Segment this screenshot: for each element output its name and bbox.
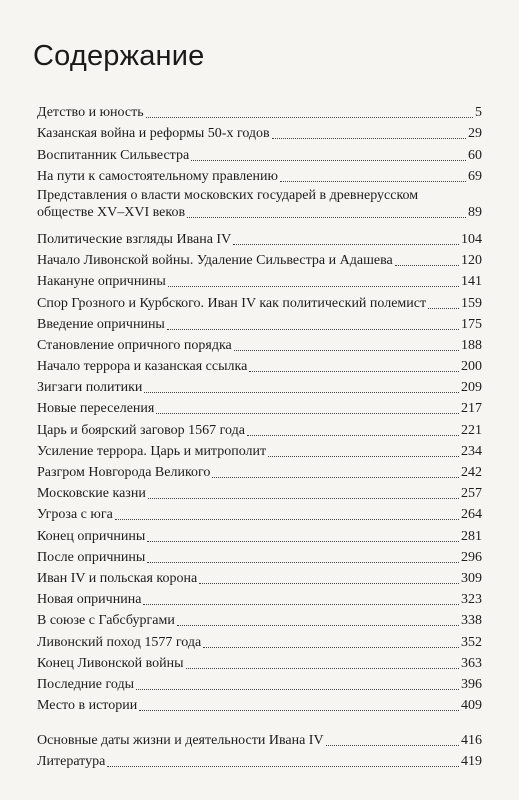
toc-entry-page: 242 bbox=[461, 465, 482, 480]
toc-entry-title: Место в истории bbox=[37, 698, 138, 714]
toc-entry[interactable] bbox=[37, 481, 482, 502]
toc-entry-title: Детство и юность bbox=[37, 105, 144, 121]
dot-leader bbox=[326, 745, 459, 746]
toc-entry[interactable] bbox=[37, 651, 482, 672]
toc-entry-page: 281 bbox=[461, 528, 482, 544]
toc-entry-title: Разгром Новгорода Великого bbox=[37, 465, 211, 480]
dot-leader bbox=[272, 138, 466, 139]
toc-entry-title-line2: обществе XV–XVI веков bbox=[37, 204, 186, 220]
dot-leader bbox=[147, 562, 459, 563]
toc-entry-title: Литература bbox=[37, 754, 106, 770]
table-of-contents bbox=[37, 100, 482, 770]
dot-leader bbox=[268, 456, 459, 457]
toc-entry-page: 89 bbox=[468, 204, 482, 220]
toc-entry[interactable] bbox=[37, 312, 482, 333]
dot-leader bbox=[115, 519, 459, 520]
toc-entry-title: Московские казни bbox=[37, 486, 146, 502]
page-title: Содержание bbox=[33, 40, 205, 72]
toc-entry-page: 60 bbox=[468, 147, 482, 163]
toc-entry-page: 5 bbox=[475, 105, 482, 121]
toc-entry-page: 188 bbox=[461, 337, 482, 353]
dot-leader bbox=[249, 371, 459, 372]
dot-leader bbox=[233, 244, 459, 245]
toc-entry-page: 217 bbox=[461, 401, 482, 417]
toc-entry[interactable] bbox=[37, 523, 482, 544]
dot-leader bbox=[234, 350, 459, 351]
toc-entry[interactable] bbox=[37, 354, 482, 375]
dot-leader bbox=[280, 181, 466, 182]
dot-leader bbox=[139, 710, 459, 711]
toc-entry[interactable] bbox=[37, 587, 482, 608]
toc-entry-title: Воспитанник Сильвестра bbox=[37, 147, 190, 163]
toc-entry-page: 209 bbox=[461, 380, 482, 396]
toc-entry[interactable] bbox=[37, 100, 482, 121]
toc-entry[interactable] bbox=[37, 269, 482, 290]
dot-leader bbox=[167, 329, 459, 330]
toc-entry-title: Конец опричнины bbox=[37, 528, 146, 544]
toc-entry-title: Иван IV и польская корона bbox=[37, 570, 198, 586]
toc-entry-page: 396 bbox=[461, 676, 482, 692]
dot-leader bbox=[187, 217, 466, 218]
toc-entry-page: 159 bbox=[461, 295, 482, 311]
toc-entry[interactable] bbox=[37, 672, 482, 693]
toc-entry-title-line1: Представления о власти московских государей в древнерусском bbox=[37, 187, 419, 203]
section-gap bbox=[37, 714, 482, 728]
dot-leader bbox=[156, 413, 459, 414]
dot-leader bbox=[395, 265, 459, 266]
toc-entry[interactable] bbox=[37, 608, 482, 629]
toc-entry-page: 323 bbox=[461, 592, 482, 608]
toc-appendix-entry[interactable] bbox=[37, 728, 482, 749]
toc-entry-title: Начало Ливонской войны. Удаление Сильвестра и Адашева bbox=[37, 253, 393, 269]
dot-leader bbox=[143, 604, 459, 605]
toc-entry[interactable] bbox=[37, 142, 482, 163]
toc-entry-page: 296 bbox=[461, 549, 482, 565]
toc-entry-page: 409 bbox=[461, 698, 482, 714]
toc-entry[interactable] bbox=[37, 417, 482, 438]
toc-entry-title: Казанская война и реформы 50-х годов bbox=[37, 126, 270, 142]
toc-entry-page: 363 bbox=[461, 655, 482, 671]
toc-entry[interactable] bbox=[37, 545, 482, 566]
toc-entry[interactable] bbox=[37, 227, 482, 248]
dot-leader bbox=[177, 625, 459, 626]
toc-entry-page: 416 bbox=[461, 733, 482, 749]
toc-entry-title: Начало террора и казанская ссылка bbox=[37, 359, 248, 375]
dot-leader bbox=[191, 160, 466, 161]
toc-entry-page: 257 bbox=[461, 486, 482, 502]
dot-leader bbox=[136, 689, 459, 690]
toc-entry[interactable] bbox=[37, 502, 482, 523]
toc-entry-page: 419 bbox=[461, 754, 482, 770]
toc-entry-title: Новая опричнина bbox=[37, 592, 142, 608]
toc-entry-page: 264 bbox=[461, 507, 482, 523]
toc-entry[interactable] bbox=[37, 396, 482, 417]
toc-entry[interactable] bbox=[37, 248, 482, 269]
dot-leader bbox=[203, 647, 459, 648]
toc-entry[interactable] bbox=[37, 460, 482, 481]
toc-entry-title: После опричнины bbox=[37, 549, 146, 565]
toc-entry[interactable] bbox=[37, 333, 482, 354]
toc-entry[interactable] bbox=[37, 185, 482, 227]
toc-entry-page: 29 bbox=[468, 126, 482, 142]
toc-entry[interactable] bbox=[37, 164, 482, 185]
toc-entry-page: 175 bbox=[461, 316, 482, 332]
toc-entry-page: 104 bbox=[461, 231, 482, 247]
toc-entry-title: На пути к самостоятельному правлению bbox=[37, 168, 278, 184]
dot-leader bbox=[144, 392, 459, 393]
toc-entry-title: Последние годы bbox=[37, 676, 135, 692]
toc-entry[interactable] bbox=[37, 566, 482, 587]
toc-entry-title: Усиление террора. Царь и митрополит bbox=[37, 443, 267, 459]
toc-entry-title: Зигзаги политики bbox=[37, 380, 143, 396]
dot-leader bbox=[186, 668, 459, 669]
toc-entry-title: Ливонский поход 1577 года bbox=[37, 634, 202, 650]
dot-leader bbox=[247, 435, 459, 436]
toc-entry[interactable] bbox=[37, 290, 482, 311]
dot-leader bbox=[168, 286, 459, 287]
toc-entry-title: Введение опричнины bbox=[37, 316, 165, 332]
toc-entry-title: Новые переселения bbox=[37, 401, 155, 417]
toc-entry-page: 141 bbox=[461, 274, 482, 290]
toc-entry-title: Угроза с юга bbox=[37, 507, 113, 523]
toc-entry-title: Основные даты жизни и деятельности Ивана IV bbox=[37, 733, 324, 749]
toc-entry[interactable] bbox=[37, 375, 482, 396]
toc-entry-title: Конец Ливонской войны bbox=[37, 655, 184, 671]
toc-entry-page: 309 bbox=[461, 570, 482, 586]
toc-entry-page: 352 bbox=[461, 634, 482, 650]
dot-leader bbox=[428, 308, 459, 309]
toc-entry[interactable] bbox=[37, 121, 482, 142]
dot-leader bbox=[147, 541, 459, 542]
toc-entry-page: 200 bbox=[461, 359, 482, 375]
toc-entry-page: 69 bbox=[468, 168, 482, 184]
toc-entry[interactable] bbox=[37, 439, 482, 460]
toc-appendix-entry[interactable] bbox=[37, 749, 482, 770]
toc-entry-page: 120 bbox=[461, 253, 482, 269]
dot-leader bbox=[107, 766, 459, 767]
toc-entry-page: 338 bbox=[461, 613, 482, 629]
toc-entry-title: Царь и боярский заговор 1567 года bbox=[37, 422, 245, 438]
toc-entry-title: Становление опричного порядка bbox=[37, 337, 232, 353]
toc-entry-title: Накануне опричнины bbox=[37, 274, 166, 290]
toc-entry[interactable] bbox=[37, 629, 482, 650]
dot-leader bbox=[146, 117, 473, 118]
dot-leader bbox=[148, 498, 459, 499]
toc-entry-title: Политические взгляды Ивана IV bbox=[37, 231, 232, 247]
toc-entry-title: Спор Грозного и Курбского. Иван IV как политический полемист bbox=[37, 295, 427, 311]
toc-entry-page: 234 bbox=[461, 443, 482, 459]
toc-entry[interactable] bbox=[37, 693, 482, 714]
toc-entry-title: В союзе с Габсбургами bbox=[37, 613, 175, 629]
dot-leader bbox=[212, 477, 459, 478]
dot-leader bbox=[199, 583, 459, 584]
toc-entry-page: 221 bbox=[461, 422, 482, 438]
